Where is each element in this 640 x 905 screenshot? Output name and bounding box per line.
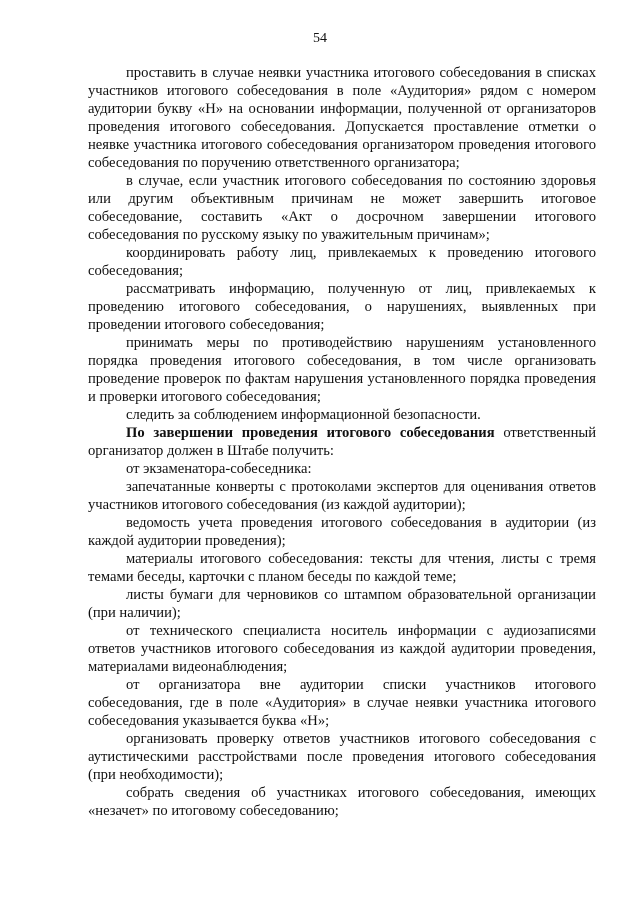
paragraph-14: от организатора вне аудитории списки участников итогового собеседования, где в поле «Аудитория» в случае неявки участника итогового собеседования указывается буква «Н»; bbox=[88, 677, 596, 729]
page-number: 54 bbox=[313, 31, 327, 46]
paragraph-4: рассматривать информацию, полученную от лиц, привлекаемых к проведению итогового собеседования, о нарушениях, выявленных при проведении итогового собеседования; bbox=[88, 281, 596, 333]
paragraph-15: организовать проверку ответов участников итогового собеседования с аутистическими расстройствами после проведения итогового собеседования (при необходимости); bbox=[88, 731, 596, 783]
paragraph-7-text: ответственный организатор должен в Штабе получить: bbox=[88, 425, 597, 459]
bold-lead-phrase: По завершении проведения итогового собеседования bbox=[126, 425, 495, 441]
paragraph-3: координировать работу лиц, привлекаемых к проведению итогового собеседования; bbox=[88, 245, 596, 279]
body-text bbox=[88, 64, 596, 820]
paragraph-8: от экзаменатора-собеседника: bbox=[126, 461, 312, 477]
paragraph-12: листы бумаги для черновиков со штампом образовательной организации (при наличии); bbox=[88, 587, 596, 621]
paragraph-7 bbox=[88, 424, 596, 460]
paragraph-13: от технического специалиста носитель информации с аудиозаписями ответов участников итогового собеседования из каждой аудитории проведения, материалами видеонаблюдения; bbox=[88, 623, 596, 675]
paragraph-16: собрать сведения об участниках итогового собеседования, имеющих «незачет» по итоговому собеседованию; bbox=[88, 785, 596, 819]
paragraph-1: проставить в случае неявки участника итогового собеседования в списках участников итогового собеседования в поле «Аудитория» рядом с номером аудитории букву «Н» на основании информации, полученной от организаторов проведения итогового собеседования. Допускается проставление отметки о неявке участника итогового собеседования организатором проведения итогового собеседования по поручению ответственного организатора; bbox=[88, 65, 596, 171]
paragraph-6: следить за соблюдением информационной безопасности. bbox=[126, 407, 481, 423]
paragraph-11: материалы итогового собеседования: тексты для чтения, листы с тремя темами беседы, карточки с планом беседы по каждой теме; bbox=[88, 551, 596, 585]
paragraph-9: запечатанные конверты с протоколами экспертов для оценивания ответов участников итогового собеседования (из каждой аудитории); bbox=[88, 479, 596, 513]
paragraph-10: ведомость учета проведения итогового собеседования в аудитории (из каждой аудитории проведения); bbox=[88, 515, 596, 549]
paragraph-2: в случае, если участник итогового собеседования по состоянию здоровья или другим объективным причинам не может завершить итоговое собеседование, составить «Акт о досрочном завершении итогового собеседования по русскому языку по уважительным причинам»; bbox=[88, 173, 596, 243]
paragraph-5: принимать меры по противодействию нарушениям установленного порядка проведения итогового собеседования, в том числе организовать проведение проверок по фактам нарушения установленного порядка проведения и проверки итогового собеседования; bbox=[88, 335, 596, 405]
